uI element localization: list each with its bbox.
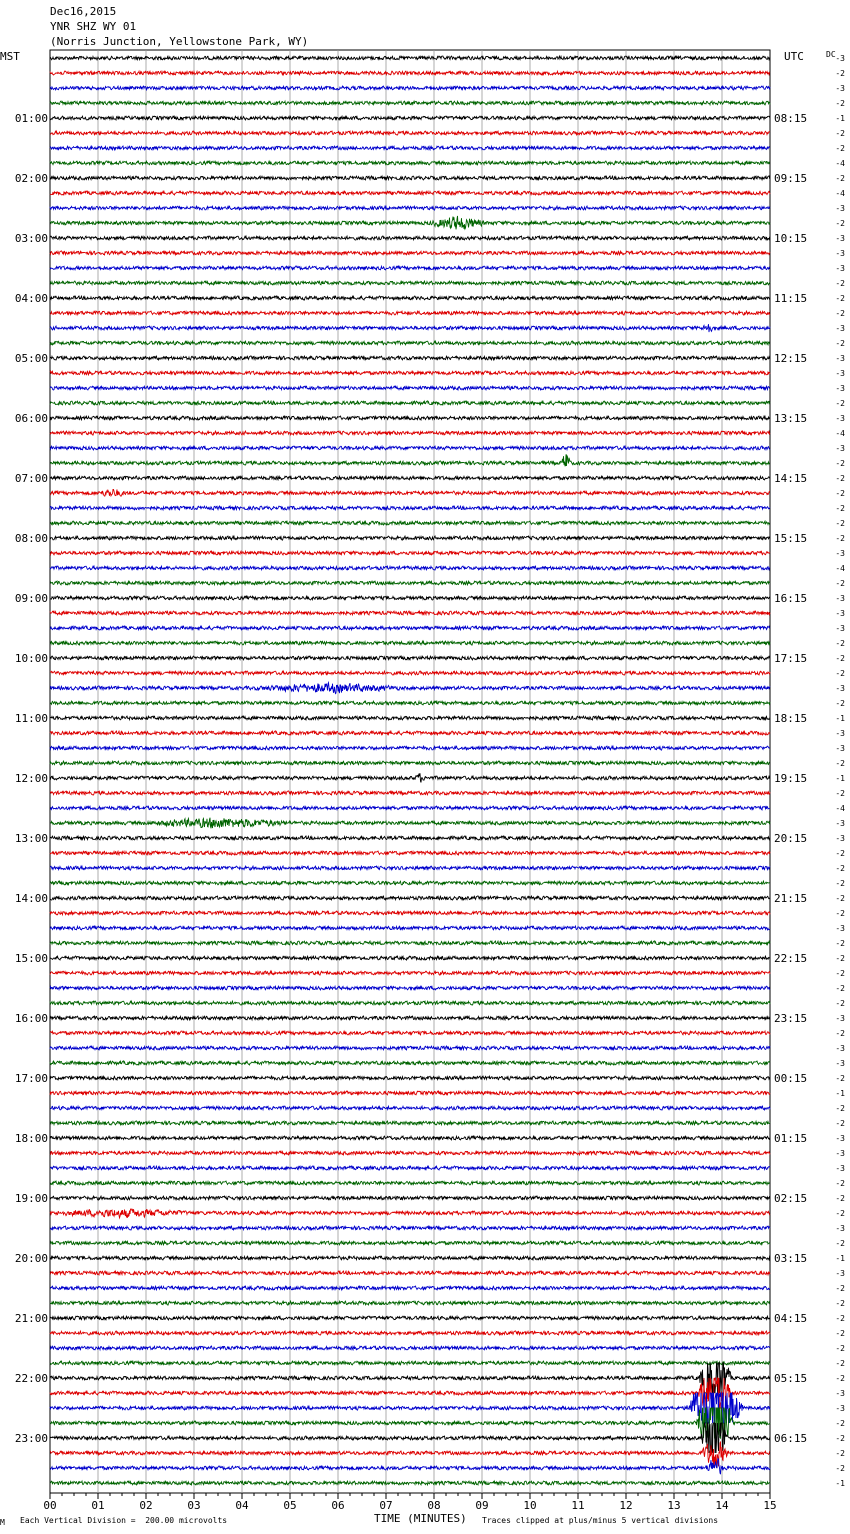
dc-offset-label: -2 [835,954,845,963]
x-tick-label: 09 [475,1499,489,1512]
seismic-trace [50,731,770,735]
seismic-trace [50,1481,770,1485]
station-code: YNR SHZ WY 01 [50,20,137,33]
x-tick-label: 07 [379,1499,393,1512]
seismic-trace [50,1393,770,1423]
dc-offset-label: -2 [835,99,845,108]
right-hour-label: 10:15 [774,232,808,245]
left-hour-label: 10:00 [14,652,48,665]
left-hour-label: 08:00 [14,532,48,545]
dc-offset-label: -2 [835,654,845,663]
dc-offset-label: -3 [835,84,845,93]
dc-offset-label: -2 [835,1104,845,1113]
dc-offset-label: -3 [835,1149,845,1158]
dc-offset-label: -2 [835,894,845,903]
seismic-trace [50,216,770,230]
seismic-trace [50,1241,770,1245]
seismic-trace [50,656,770,660]
plot-date: Dec16,2015 [50,5,117,18]
dc-offset-label: -2 [835,1374,845,1383]
seismic-trace [50,881,770,885]
seismic-trace [50,489,770,496]
dc-offset-label: -2 [835,1359,845,1368]
right-hour-label: 02:15 [774,1192,808,1205]
seismic-trace [50,1151,770,1155]
station-location: (Norris Junction, Yellowstone Park, WY) [50,35,309,48]
dc-offset-label: -1 [835,714,845,723]
dc-offset-label: -3 [835,594,845,603]
right-hour-label: 05:15 [774,1372,808,1385]
seismic-trace [50,386,770,390]
seismic-trace [50,911,770,915]
dc-offset-label: -2 [835,1449,845,1458]
dc-offset-label: -2 [835,1464,845,1473]
dc-offset-label: -3 [835,834,845,843]
seismic-trace [50,311,770,315]
seismic-trace [50,1331,770,1335]
dc-offset-label: -3 [835,549,845,558]
x-tick-label: 10 [523,1499,537,1512]
dc-offset-label: -3 [835,414,845,423]
dc-offset-label: -3 [835,624,845,633]
right-hour-label: 04:15 [774,1312,808,1325]
right-hour-label: 17:15 [774,652,808,665]
dc-offset-label: -3 [835,684,845,693]
seismic-trace [50,1408,770,1438]
dc-offset-label: -2 [835,909,845,918]
left-axis-title: MST [0,50,20,63]
seismic-trace [50,746,770,750]
dc-offset-label: -2 [835,1209,845,1218]
x-tick-label: 02 [139,1499,153,1512]
dc-offset-label: -2 [835,1314,845,1323]
seismic-trace [50,356,770,360]
seismic-trace [50,1106,770,1110]
right-hour-label: 08:15 [774,112,808,125]
dc-offset-label: -2 [835,699,845,708]
dc-offset-label: -3 [835,369,845,378]
left-hour-label: 03:00 [14,232,48,245]
seismic-trace [50,1442,770,1468]
dc-offset-label: -3 [835,1404,845,1413]
dc-offset-label: -3 [835,354,845,363]
seismic-trace [50,416,770,420]
left-hour-label: 01:00 [14,112,48,125]
seismic-trace [50,1136,770,1140]
seismic-trace [50,341,770,345]
dc-offset-label: -1 [835,114,845,123]
seismic-trace [50,566,770,570]
seismic-trace [50,324,770,332]
dc-offset-label: -3 [835,264,845,273]
dc-offset-label: -2 [835,519,845,528]
right-hour-label: 18:15 [774,712,808,725]
dc-offset-label: -2 [835,129,845,138]
right-hour-label: 23:15 [774,1012,808,1025]
seismic-trace [50,191,770,195]
dc-offset-label: -3 [835,1044,845,1053]
seismic-trace [50,281,770,285]
seismic-trace [50,1046,770,1050]
seismic-trace [50,296,770,300]
dc-offset-label: -2 [835,1029,845,1038]
seismic-trace [50,761,770,765]
seismic-trace [50,1361,770,1365]
dc-offset-label: -3 [835,384,845,393]
seismic-trace [50,611,770,615]
dc-offset-label: -3 [835,204,845,213]
left-hour-label: 12:00 [14,772,48,785]
clip-note: Traces clipped at plus/minus 5 vertical divisions [482,1516,719,1525]
dc-offset-label: -2 [835,1344,845,1353]
seismic-trace [50,1363,770,1393]
dc-offset-label: -2 [835,474,845,483]
right-hour-label: 12:15 [774,352,808,365]
x-tick-label: 06 [331,1499,345,1512]
seismic-trace [50,1061,770,1065]
dc-offset-label: -2 [835,1329,845,1338]
seismic-trace [50,1378,770,1408]
right-hour-label: 15:15 [774,532,808,545]
right-hour-label: 22:15 [774,952,808,965]
seismic-trace [50,1423,770,1453]
dc-offset-label: -2 [835,144,845,153]
dc-offset-label: -4 [835,804,845,813]
left-hour-label: 23:00 [14,1432,48,1445]
seismic-trace [50,956,770,960]
dc-offset-label: -4 [835,564,845,573]
dc-offset-label: -3 [835,1059,845,1068]
seismic-trace [50,683,770,694]
seismic-trace [50,71,770,75]
right-hour-label: 13:15 [774,412,808,425]
dc-offset-label: -3 [835,444,845,453]
seismic-trace [50,641,770,645]
left-hour-label: 11:00 [14,712,48,725]
seismic-trace [50,836,770,840]
seismic-trace [50,806,770,810]
left-hour-label: 19:00 [14,1192,48,1205]
seismic-trace [50,101,770,105]
seismic-trace [50,716,770,720]
dc-offset-label: -2 [835,459,845,468]
seismic-trace [50,773,770,782]
seismic-trace [50,1286,770,1290]
left-hour-label: 20:00 [14,1252,48,1265]
seismic-trace [50,818,770,829]
dc-offset-label: -3 [835,1134,845,1143]
seismic-trace [50,1001,770,1005]
seismic-trace [50,536,770,540]
dc-offset-label: -2 [835,789,845,798]
dc-offset-label: -3 [835,609,845,618]
dc-offset-label: -2 [835,534,845,543]
x-tick-label: 05 [283,1499,297,1512]
seismic-trace [50,626,770,630]
left-hour-label: 13:00 [14,832,48,845]
x-tick-label: 00 [43,1499,57,1512]
right-hour-label: 21:15 [774,892,808,905]
right-hour-label: 09:15 [774,172,808,185]
seismic-trace [50,1226,770,1230]
right-hour-label: 14:15 [774,472,808,485]
dc-offset-label: -3 [835,234,845,243]
scale-note: Each Vertical Division = 200.00 microvolts [20,1516,228,1525]
dc-offset-label: -3 [835,1389,845,1398]
x-tick-label: 04 [235,1499,249,1512]
dc-offset-label: -3 [835,324,845,333]
x-tick-label: 14 [715,1499,729,1512]
seismic-trace [50,454,770,466]
dc-offset-label: -2 [835,339,845,348]
dc-offset-label: -3 [835,249,845,258]
seismic-trace [50,1031,770,1035]
dc-offset-label: -2 [835,1194,845,1203]
seismic-trace [50,476,770,480]
seismic-trace [50,1316,770,1320]
dc-offset-label: -2 [835,309,845,318]
left-hour-label: 22:00 [14,1372,48,1385]
seismic-trace [50,986,770,990]
right-hour-label: 11:15 [774,292,808,305]
x-tick-label: 01 [91,1499,105,1512]
dc-offset-label: -2 [835,219,845,228]
seismic-trace [50,851,770,855]
right-hour-label: 19:15 [774,772,808,785]
seismic-trace [50,1181,770,1185]
dc-offset-label: -3 [835,729,845,738]
dc-offset-label: -2 [835,639,845,648]
seismic-trace [50,596,770,600]
right-hour-label: 16:15 [774,592,808,605]
dc-offset-label: -2 [835,969,845,978]
dc-offset-label: -2 [835,174,845,183]
seismic-trace [50,251,770,255]
right-hour-label: 03:15 [774,1252,808,1265]
dc-offset-label: -1 [835,774,845,783]
x-tick-label: 03 [187,1499,201,1512]
dc-offset-label: -2 [835,1284,845,1293]
seismic-trace [50,1346,770,1350]
seismic-trace [50,701,770,705]
dc-offset-label: -2 [835,984,845,993]
left-hour-label: 15:00 [14,952,48,965]
seismic-trace [50,971,770,975]
seismic-trace [50,86,770,90]
left-hour-label: 09:00 [14,592,48,605]
x-axis-title: TIME (MINUTES) [374,1512,467,1525]
dc-offset-label: -2 [835,489,845,498]
seismic-trace [50,581,770,585]
left-hour-label: 17:00 [14,1072,48,1085]
dc-offset-label: -2 [835,1419,845,1428]
seismic-trace [50,551,770,555]
right-hour-label: 06:15 [774,1432,808,1445]
dc-offset-label: -2 [835,279,845,288]
x-tick-label: 11 [571,1499,585,1512]
dc-offset-label: -3 [835,1224,845,1233]
dc-offset-label: -3 [835,924,845,933]
dc-offset-label: -2 [835,879,845,888]
dc-offset-label: -2 [835,294,845,303]
dc-offset-label: -2 [835,1119,845,1128]
dc-offset-label: -3 [835,1269,845,1278]
dc-offset-label: -2 [835,849,845,858]
x-tick-label: 12 [619,1499,633,1512]
dc-offset-label: -4 [835,429,845,438]
right-hour-label: 00:15 [774,1072,808,1085]
seismic-trace [50,446,770,450]
seismic-trace [50,1301,770,1305]
dc-label: DC [826,50,836,59]
left-hour-label: 18:00 [14,1132,48,1145]
seismic-trace [50,896,770,900]
seismic-trace [50,1459,770,1475]
seismic-trace [50,941,770,945]
dc-offset-label: -1 [835,1479,845,1488]
seismic-trace [50,431,770,435]
dc-offset-label: -2 [835,504,845,513]
dc-offset-label: -2 [835,939,845,948]
dc-offset-label: -2 [835,1299,845,1308]
dc-offset-label: -4 [835,189,845,198]
x-tick-label: 08 [427,1499,441,1512]
seismic-trace [50,371,770,375]
seismic-trace [50,131,770,135]
seismic-trace [50,1091,770,1095]
left-hour-label: 06:00 [14,412,48,425]
seismic-trace [50,56,770,60]
dc-offset-label: -1 [835,1089,845,1098]
seismic-trace [50,791,770,795]
dc-offset-label: -2 [835,999,845,1008]
left-hour-label: 04:00 [14,292,48,305]
left-hour-label: 14:00 [14,892,48,905]
dc-offset-label: -2 [835,1434,845,1443]
dc-offset-label: -2 [835,864,845,873]
dc-offset-label: -2 [835,1074,845,1083]
dc-offset-label: -2 [835,669,845,678]
dc-offset-label: -2 [835,69,845,78]
left-hour-label: 07:00 [14,472,48,485]
left-hour-label: 16:00 [14,1012,48,1025]
right-hour-label: 20:15 [774,832,808,845]
dc-offset-label: -3 [835,54,845,63]
left-hour-label: 02:00 [14,172,48,185]
seismic-trace [50,266,770,270]
seismic-trace [50,161,770,165]
dc-offset-label: -1 [835,1254,845,1263]
seismic-trace [50,206,770,210]
dc-offset-label: -2 [835,579,845,588]
seismic-trace [50,671,770,675]
left-hour-label: 05:00 [14,352,48,365]
dc-offset-label: -2 [835,759,845,768]
dc-offset-label: -4 [835,159,845,168]
seismic-trace [50,1209,770,1218]
seismic-trace [50,866,770,870]
seismic-trace [50,401,770,405]
x-tick-label: 15 [763,1499,777,1512]
right-axis-title: UTC [784,50,804,63]
seismic-trace [50,506,770,510]
seismic-trace [50,926,770,930]
seismic-trace [50,1076,770,1080]
dc-offset-label: -3 [835,1014,845,1023]
seismic-trace [50,1196,770,1200]
seismic-trace [50,146,770,150]
seismic-trace [50,1121,770,1125]
right-hour-label: 01:15 [774,1132,808,1145]
seismic-trace [50,116,770,120]
seismic-trace [50,176,770,180]
corner-mark: M [0,1518,5,1527]
seismic-trace [50,236,770,240]
seismic-trace [50,1256,770,1260]
left-hour-label: 21:00 [14,1312,48,1325]
x-tick-label: 13 [667,1499,681,1512]
seismic-trace [50,1166,770,1170]
dc-offset-label: -2 [835,399,845,408]
dc-offset-label: -2 [835,1179,845,1188]
dc-offset-label: -3 [835,1164,845,1173]
plot-frame [50,50,770,1493]
seismic-trace [50,1271,770,1275]
seismic-trace [50,521,770,525]
dc-offset-label: -3 [835,819,845,828]
seismic-trace [50,1016,770,1020]
dc-offset-label: -2 [835,1239,845,1248]
dc-offset-label: -3 [835,744,845,753]
